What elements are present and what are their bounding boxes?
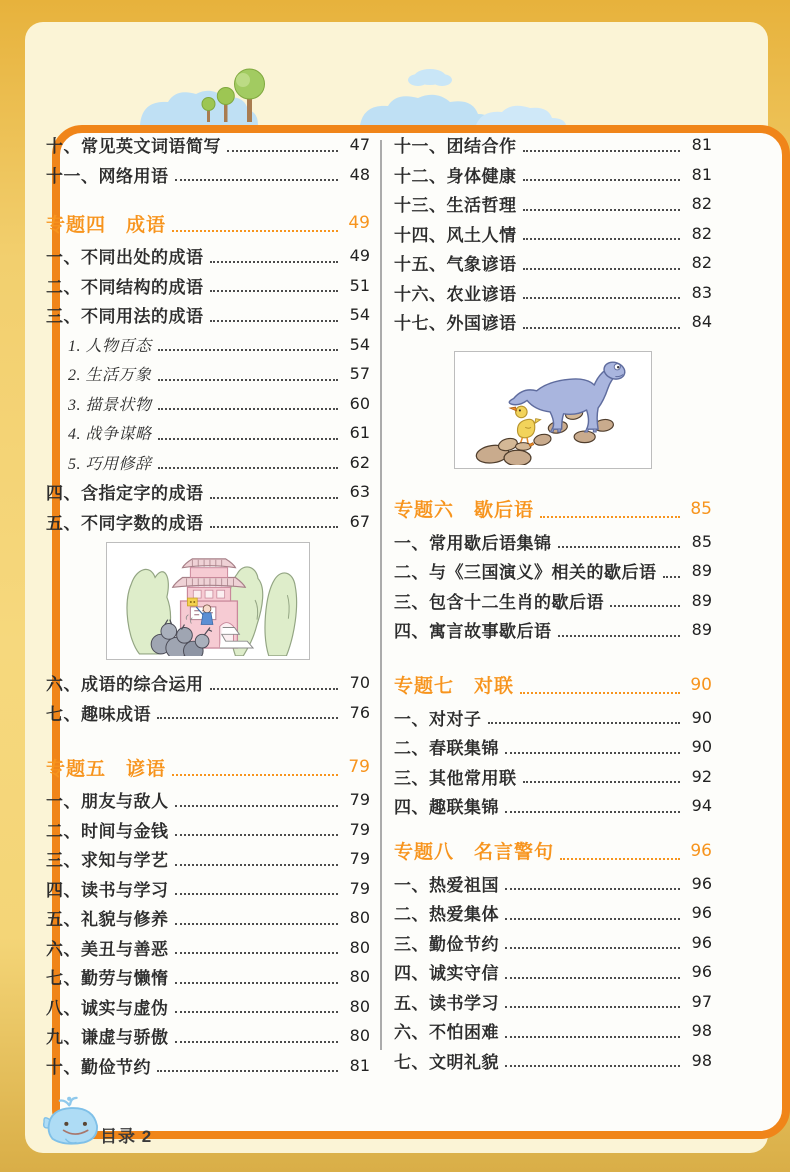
toc-label: 二、与《三国演义》相关的歇后语 <box>394 563 657 583</box>
toc-page-number: 90 <box>691 707 712 727</box>
toc-label: 三、求知与学艺 <box>46 851 169 871</box>
toc-page-number: 85 <box>691 531 712 551</box>
dot-leader <box>158 379 338 381</box>
toc-page-number: 89 <box>691 561 712 581</box>
dot-leader <box>210 320 339 322</box>
dot-leader <box>210 290 339 292</box>
toc-label: 十、常见英文词语简写 <box>46 137 221 157</box>
page-card <box>25 22 768 1153</box>
dot-leader <box>523 238 681 240</box>
toc-page-number: 96 <box>691 873 712 893</box>
toc-page-number: 61 <box>349 423 370 443</box>
toc-sub-entry <box>46 389 370 419</box>
dot-leader <box>505 947 680 949</box>
toc-label: 专题五 谚语 <box>46 758 167 780</box>
toc-label: 三、包含十二生肖的歇后语 <box>394 592 604 612</box>
dot-leader <box>558 546 681 548</box>
dot-leader <box>523 150 681 152</box>
toc-entry <box>394 248 712 278</box>
dot-leader <box>505 1036 680 1038</box>
toc-page-number: 49 <box>348 213 370 233</box>
gate-tower-mountains-illustration <box>106 542 310 660</box>
toc-entry <box>394 189 712 219</box>
dot-leader <box>175 805 339 807</box>
dot-leader <box>158 467 338 469</box>
toc-page-number: 67 <box>349 511 370 531</box>
dot-leader <box>505 918 680 920</box>
toc-page-number: 90 <box>690 674 712 695</box>
toc-label: 四、寓言故事歇后语 <box>394 622 552 642</box>
toc-sub-entry <box>46 330 370 360</box>
toc-page-number: 60 <box>349 393 370 413</box>
toc-label: 三、其他常用联 <box>394 768 517 788</box>
dot-leader <box>523 179 681 181</box>
toc-page-number: 92 <box>691 766 712 786</box>
toc-entry <box>394 556 712 586</box>
dot-leader <box>505 1006 680 1008</box>
toc-entry <box>394 160 712 190</box>
toc-page-number: 83 <box>691 282 712 302</box>
toc-page-number: 54 <box>349 334 370 354</box>
toc-label: 六、美丑与善恶 <box>46 939 169 959</box>
toc-entry <box>46 1021 370 1051</box>
toc-entry <box>46 815 370 845</box>
dot-leader <box>505 888 680 890</box>
toc-entry <box>394 869 712 899</box>
toc-page-number: 49 <box>349 246 370 266</box>
toc-page-number: 85 <box>690 498 712 519</box>
toc-entry <box>394 527 712 557</box>
dot-leader <box>488 722 681 724</box>
toc-page-number: 84 <box>691 312 712 332</box>
dot-leader <box>175 1041 339 1043</box>
toc-label: 二、不同结构的成语 <box>46 277 204 297</box>
toc-page-number: 70 <box>349 673 370 693</box>
dot-leader <box>175 923 339 925</box>
dot-leader <box>505 1065 680 1067</box>
toc-label: 十三、生活哲理 <box>394 196 517 216</box>
toc-entry <box>46 668 370 698</box>
dot-leader <box>540 516 680 518</box>
toc-entry <box>394 957 712 987</box>
dot-leader <box>172 774 338 776</box>
toc-page-number: 96 <box>691 903 712 923</box>
toc-label: 十一、网络用语 <box>46 166 169 186</box>
toc-label: 七、文明礼貌 <box>394 1052 499 1072</box>
dinosaur-and-duck-illustration <box>458 355 648 465</box>
toc-entry <box>46 477 370 507</box>
toc-section-header <box>46 749 370 785</box>
dot-leader <box>610 605 680 607</box>
toc-page-number: 63 <box>349 482 370 502</box>
toc-section-header <box>394 667 712 703</box>
toc-label: 2. 生活万象 <box>68 367 152 385</box>
toc-page-number: 98 <box>691 1050 712 1070</box>
toc-label: 五、礼貌与修养 <box>46 910 169 930</box>
toc-entry <box>46 933 370 963</box>
toc-entry <box>46 241 370 271</box>
toc-entry <box>394 278 712 308</box>
toc-entry <box>46 160 370 190</box>
toc-sub-entry <box>46 418 370 448</box>
toc-label: 四、读书与学习 <box>46 880 169 900</box>
toc-page-number: 57 <box>349 364 370 384</box>
toc-entry <box>46 271 370 301</box>
dot-leader <box>175 179 339 181</box>
toc-label: 1. 人物百态 <box>68 337 152 355</box>
dot-leader <box>158 349 338 351</box>
toc-page-number: 81 <box>691 164 712 184</box>
toc-page-number: 80 <box>349 908 370 928</box>
toc-page-number: 96 <box>691 962 712 982</box>
toc-entry <box>46 698 370 728</box>
toc-label: 六、不怕困难 <box>394 1023 499 1043</box>
toc-page-number: 80 <box>349 967 370 987</box>
toc-label: 十五、气象谚语 <box>394 255 517 275</box>
toc-page-number: 79 <box>349 849 370 869</box>
toc-label: 3. 描景状物 <box>68 396 152 414</box>
toc-label: 二、时间与金钱 <box>46 821 169 841</box>
toc-entry <box>46 903 370 933</box>
dot-leader <box>523 781 681 783</box>
toc-section-header <box>46 205 370 241</box>
dot-leader <box>505 752 680 754</box>
toc-page-number: 79 <box>349 790 370 810</box>
toc-entry <box>394 1046 712 1076</box>
toc-page-number: 82 <box>691 223 712 243</box>
dot-leader <box>175 864 339 866</box>
toc-label: 九、谦虚与骄傲 <box>46 1028 169 1048</box>
toc-page-number: 97 <box>691 991 712 1011</box>
toc-entry <box>394 1016 712 1046</box>
toc-section-header <box>394 491 712 527</box>
toc-label: 一、不同出处的成语 <box>46 248 204 268</box>
toc-entry <box>394 615 712 645</box>
dot-leader <box>157 1070 338 1072</box>
toc-sub-entry <box>46 359 370 389</box>
toc-page-number: 51 <box>349 275 370 295</box>
dot-leader <box>560 858 680 860</box>
toc-entry <box>394 219 712 249</box>
toc-page-number: 62 <box>349 452 370 472</box>
toc-label: 一、对对子 <box>394 709 482 729</box>
toc-entry <box>394 703 712 733</box>
footer-page-label: 目录 2 <box>100 1127 153 1146</box>
toc-entry <box>46 844 370 874</box>
toc-page-number: 89 <box>691 620 712 640</box>
toc-label: 七、趣味成语 <box>46 704 151 724</box>
dot-leader <box>523 209 681 211</box>
toc-label: 4. 战争谋略 <box>68 426 152 444</box>
toc-page-number: 47 <box>349 135 370 155</box>
dot-leader <box>505 811 680 813</box>
toc-label: 七、勤劳与懒惰 <box>46 969 169 989</box>
dot-leader <box>175 893 339 895</box>
toc-label: 一、朋友与敌人 <box>46 792 169 812</box>
whale-icon <box>40 1096 102 1148</box>
toc-label: 十六、农业谚语 <box>394 284 517 304</box>
toc-label: 一、常用歇后语集锦 <box>394 533 552 553</box>
toc-sub-entry <box>46 448 370 478</box>
dot-leader <box>558 635 681 637</box>
toc-page-number: 82 <box>691 194 712 214</box>
toc-label: 四、含指定字的成语 <box>46 484 204 504</box>
toc-entry <box>394 307 712 337</box>
toc-page-number: 80 <box>349 996 370 1016</box>
dot-leader <box>523 268 681 270</box>
toc-entry <box>394 586 712 616</box>
toc-label: 一、热爱祖国 <box>394 875 499 895</box>
toc-label: 十一、团结合作 <box>394 137 517 157</box>
toc-label: 专题六 歇后语 <box>394 500 535 521</box>
dot-leader <box>172 230 338 232</box>
toc-page-number: 81 <box>691 135 712 155</box>
toc-label: 二、热爱集体 <box>394 905 499 925</box>
toc-entry <box>46 874 370 904</box>
toc-entry <box>394 762 712 792</box>
dot-leader <box>210 526 339 528</box>
dot-leader <box>175 952 339 954</box>
toc-entry <box>394 987 712 1017</box>
toc-label: 六、成语的综合运用 <box>46 675 204 695</box>
dinosaur-and-duck-illustration <box>454 351 652 469</box>
toc-page-number: 89 <box>691 590 712 610</box>
toc-label: 专题四 成语 <box>46 214 167 236</box>
dot-leader <box>227 150 338 152</box>
toc-label: 5. 巧用修辞 <box>68 455 152 473</box>
toc-label: 十、勤俭节约 <box>46 1057 151 1077</box>
dot-leader <box>520 692 680 694</box>
toc-section-header <box>394 833 712 869</box>
toc-label: 三、不同用法的成语 <box>46 307 204 327</box>
toc-page-number: 79 <box>349 819 370 839</box>
dot-leader <box>523 327 681 329</box>
toc-page-number: 98 <box>691 1021 712 1041</box>
dot-leader <box>523 297 681 299</box>
toc-entry <box>46 1051 370 1081</box>
toc-page-number: 79 <box>348 757 370 777</box>
toc-label: 五、读书学习 <box>394 993 499 1013</box>
toc-page-number: 48 <box>349 164 370 184</box>
toc-page-number: 94 <box>691 796 712 816</box>
toc-label: 四、趣联集锦 <box>394 798 499 818</box>
gate-tower-mountains-illustration <box>110 546 306 656</box>
toc-page-number: 80 <box>349 937 370 957</box>
clouds-trees-decoration <box>120 62 590 125</box>
dot-leader <box>175 982 339 984</box>
dot-leader <box>210 497 339 499</box>
toc-entry <box>394 732 712 762</box>
toc-label: 四、诚实守信 <box>394 964 499 984</box>
toc-page-number: 82 <box>691 253 712 273</box>
toc-label: 三、勤俭节约 <box>394 934 499 954</box>
toc-column-left <box>46 130 370 1080</box>
toc-page-number: 80 <box>349 1026 370 1046</box>
toc-label: 二、春联集锦 <box>394 739 499 759</box>
toc-entry <box>46 300 370 330</box>
dot-leader <box>157 717 338 719</box>
toc-entry <box>394 130 712 160</box>
toc-page-number: 76 <box>349 702 370 722</box>
dot-leader <box>158 408 338 410</box>
dot-leader <box>210 261 339 263</box>
toc-entry <box>46 992 370 1022</box>
toc-entry <box>394 791 712 821</box>
dot-leader <box>505 977 680 979</box>
toc-entry <box>394 928 712 958</box>
toc-label: 专题七 对联 <box>394 676 515 697</box>
column-divider <box>380 140 382 1050</box>
toc-entry <box>46 130 370 160</box>
toc-column-right <box>394 130 712 1075</box>
toc-page-number: 90 <box>691 737 712 757</box>
toc-label: 十四、风土人情 <box>394 225 517 245</box>
toc-entry <box>46 962 370 992</box>
toc-page-number: 96 <box>691 932 712 952</box>
toc-label: 十二、身体健康 <box>394 166 517 186</box>
toc-page-number: 54 <box>349 305 370 325</box>
toc-page-number: 79 <box>349 878 370 898</box>
dot-leader <box>175 1011 339 1013</box>
toc-label: 五、不同字数的成语 <box>46 513 204 533</box>
toc-label: 十七、外国谚语 <box>394 314 517 334</box>
toc-entry <box>46 507 370 537</box>
toc-page-number: 96 <box>690 840 712 861</box>
dot-leader <box>175 834 339 836</box>
dot-leader <box>158 438 338 440</box>
toc-entry <box>46 785 370 815</box>
toc-page-number: 81 <box>349 1055 370 1075</box>
toc-label: 专题八 名言警句 <box>394 842 555 863</box>
dot-leader <box>210 688 339 690</box>
dot-leader <box>663 576 681 578</box>
toc-entry <box>394 898 712 928</box>
toc-label: 八、诚实与虚伪 <box>46 998 169 1018</box>
